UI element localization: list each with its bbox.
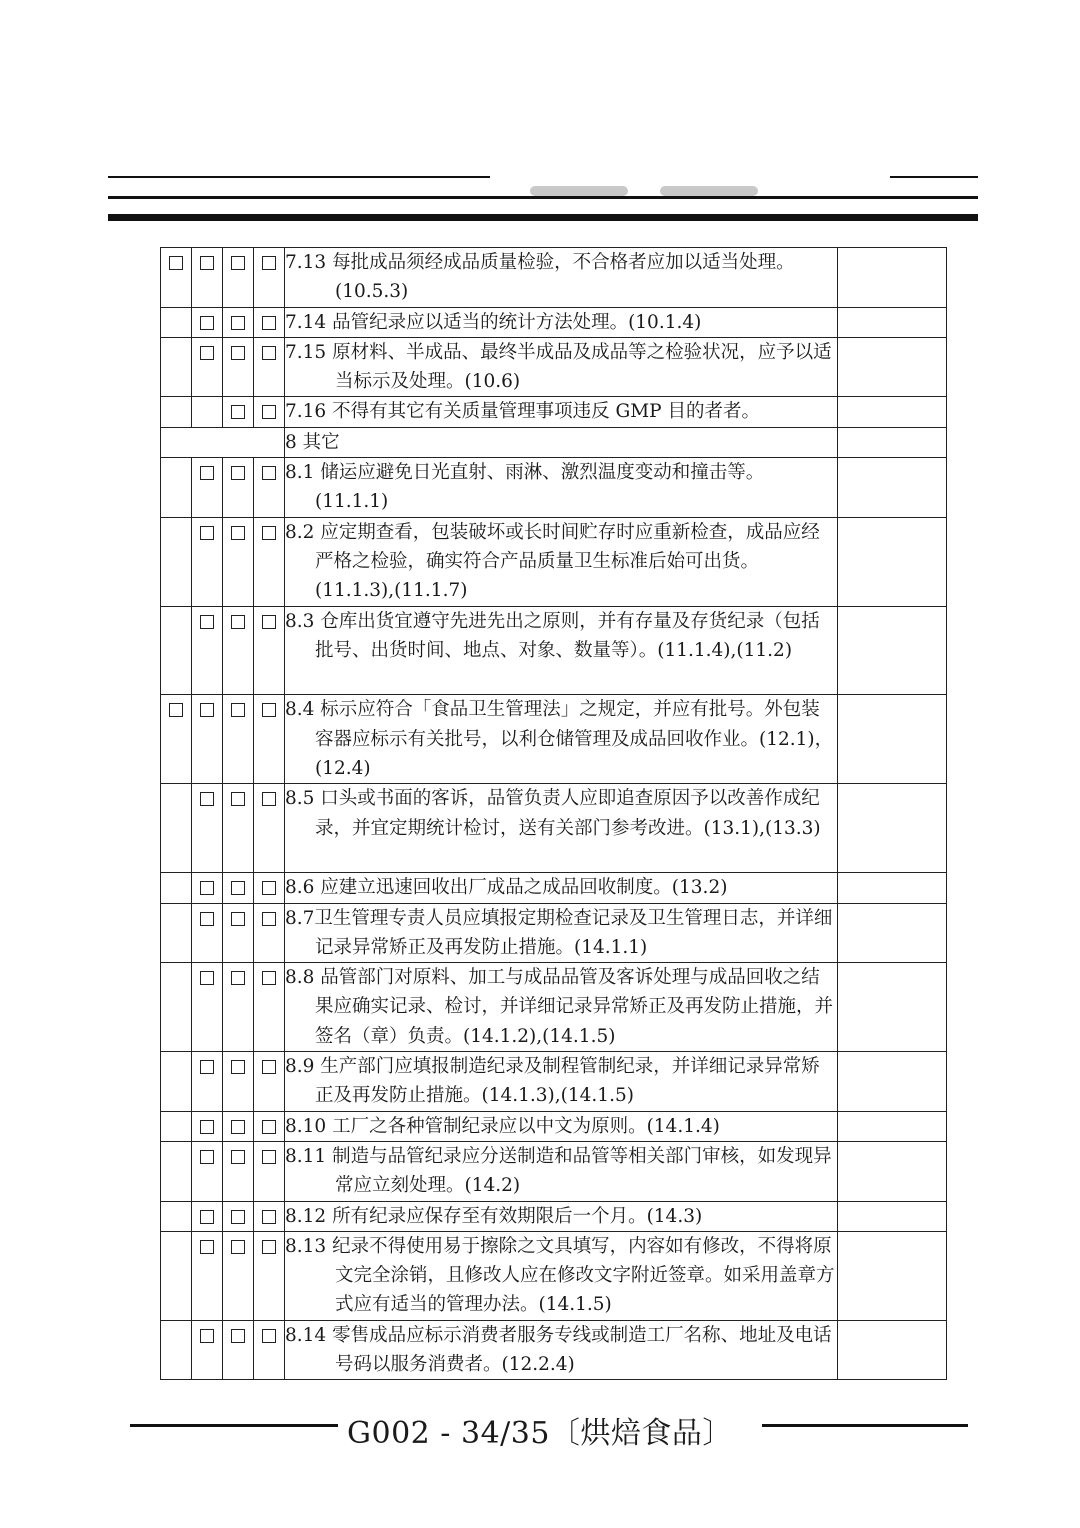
remarks-cell (838, 458, 947, 518)
item-text: 8.10 工厂之各种管制纪录应以中文为原则。(14.1.4) (285, 1111, 838, 1141)
header-smudge (530, 186, 628, 196)
checklist-row (161, 873, 947, 903)
remarks-cell (838, 1111, 947, 1141)
checkbox-cell (192, 1111, 223, 1141)
checkbox-square[interactable] (169, 703, 183, 717)
checkbox-cell (254, 337, 285, 397)
item-text: 8.13 纪录不得使用易于擦除之文具填写，内容如有修改，不得将原文完全涂销，且修改人应在修改文字附近签章。如采用盖章方式应有适当的管理办法。(14.1.5) (285, 1231, 838, 1320)
checkbox-cell (161, 1320, 192, 1380)
checkbox-square[interactable] (262, 346, 276, 360)
checkbox-square[interactable] (200, 1120, 214, 1134)
checkbox-cell (254, 903, 285, 963)
checkbox-square[interactable] (262, 912, 276, 926)
checkbox-cell (254, 248, 285, 308)
remarks-cell (838, 1320, 947, 1380)
item-text: 8.11 制造与品管纪录应分送制造和品管等相关部门审核，如发现异常应立刻处理。(14.2) (285, 1141, 838, 1201)
checkbox-square[interactable] (262, 1150, 276, 1164)
checkbox-cell (254, 397, 285, 427)
checkbox-cell (223, 1320, 254, 1380)
checkbox-cell (192, 517, 223, 606)
remarks-cell (838, 1231, 947, 1320)
checkbox-square[interactable] (231, 1150, 245, 1164)
item-text: 7.16 不得有其它有关质量管理事项违反 GMP 目的者者。 (285, 397, 838, 427)
checklist-row (161, 1141, 947, 1201)
checkbox-cell (192, 606, 223, 695)
checkbox-cell (223, 1141, 254, 1201)
checklist-row (161, 1052, 947, 1112)
header-rule-thin-right (890, 176, 978, 178)
remarks-cell (838, 606, 947, 695)
checkbox-square[interactable] (262, 256, 276, 270)
checkbox-square[interactable] (262, 466, 276, 480)
checkbox-square[interactable] (262, 1240, 276, 1254)
checkbox-square[interactable] (262, 1210, 276, 1224)
checkbox-cell (192, 963, 223, 1052)
checkbox-cell (161, 307, 192, 337)
item-text: 7.15 原材料、半成品、最终半成品及成品等之检验状况，应予以适当标示及处理。(10.6) (285, 337, 838, 397)
checkbox-square[interactable] (262, 881, 276, 895)
checkbox-square[interactable] (231, 912, 245, 926)
checkbox-cell (192, 1052, 223, 1112)
checkbox-cell (254, 784, 285, 873)
checkbox-cell (223, 1231, 254, 1320)
checkbox-square[interactable] (231, 1210, 245, 1224)
header-rule-thin-left (108, 176, 490, 178)
checkbox-cell (254, 307, 285, 337)
checkbox-cell (223, 1052, 254, 1112)
remarks-cell (838, 337, 947, 397)
checkbox-square[interactable] (262, 792, 276, 806)
checkbox-cell (161, 1111, 192, 1141)
remarks-cell (838, 248, 947, 308)
remarks-cell (838, 784, 947, 873)
checkbox-square[interactable] (231, 792, 245, 806)
checkbox-cell (254, 1201, 285, 1231)
checkbox-square[interactable] (200, 912, 214, 926)
checkbox-square[interactable] (200, 703, 214, 717)
remarks-cell (838, 427, 947, 457)
checkbox-cell (192, 873, 223, 903)
checkbox-cell (192, 397, 223, 427)
remarks-cell (838, 903, 947, 963)
checkbox-cell (223, 963, 254, 1052)
checklist-row (161, 1231, 947, 1320)
checkbox-cell (192, 458, 223, 518)
checkbox-square[interactable] (231, 346, 245, 360)
page-footer: G002 - 34/35〔烘焙食品〕 (347, 1416, 733, 1451)
remarks-cell (838, 397, 947, 427)
item-text: 7.13 每批成品须经成品质量检验，不合格者应加以适当处理。(10.5.3) (285, 248, 838, 308)
checkbox-cell (161, 517, 192, 606)
checkbox-cell (161, 458, 192, 518)
checkbox-cell (192, 1320, 223, 1380)
checkbox-cell (223, 1201, 254, 1231)
section-title: 8 其它 (285, 427, 838, 457)
checkbox-cell (192, 784, 223, 873)
checkbox-square[interactable] (262, 405, 276, 419)
checklist-row (161, 606, 947, 695)
checkbox-square[interactable] (200, 1240, 214, 1254)
checkbox-cell (161, 695, 192, 784)
remarks-cell (838, 517, 947, 606)
checkbox-cell (192, 337, 223, 397)
checklist-row (161, 458, 947, 518)
checklist-row (161, 397, 947, 427)
checkbox-cell (192, 695, 223, 784)
checkbox-square[interactable] (231, 526, 245, 540)
checkbox-square[interactable] (200, 881, 214, 895)
checkbox-square[interactable] (200, 1329, 214, 1343)
checkbox-square[interactable] (200, 256, 214, 270)
checkbox-cell (161, 248, 192, 308)
remarks-cell (838, 1141, 947, 1201)
checkbox-cell (161, 873, 192, 903)
checkbox-cell (161, 903, 192, 963)
checkbox-square[interactable] (231, 466, 245, 480)
checklist-row (161, 517, 947, 606)
checkbox-cell (254, 963, 285, 1052)
checkbox-cell (223, 695, 254, 784)
checkbox-square[interactable] (262, 1060, 276, 1074)
checkbox-square[interactable] (200, 526, 214, 540)
checkbox-cell (254, 873, 285, 903)
header-rule-mid (108, 196, 978, 199)
checkbox-cell (254, 606, 285, 695)
checkbox-cell (223, 606, 254, 695)
item-text: 8.6 应建立迅速回收出厂成品之成品回收制度。(13.2) (285, 873, 838, 903)
checkbox-square[interactable] (200, 792, 214, 806)
checklist-row (161, 784, 947, 873)
checkbox-cell (254, 1052, 285, 1112)
checklist-row (161, 337, 947, 397)
checkbox-square[interactable] (262, 971, 276, 985)
checklist-rows (161, 248, 947, 1380)
checkbox-cell (254, 695, 285, 784)
checkbox-cell (161, 963, 192, 1052)
checkbox-cell (161, 1231, 192, 1320)
remarks-cell (838, 873, 947, 903)
section-blank-cell (161, 427, 285, 457)
checkbox-square[interactable] (231, 971, 245, 985)
checklist-table (160, 247, 947, 1380)
checkbox-square[interactable] (200, 466, 214, 480)
checkbox-square[interactable] (231, 316, 245, 330)
section-row (161, 427, 947, 457)
checkbox-square[interactable] (262, 316, 276, 330)
checkbox-square[interactable] (200, 971, 214, 985)
remarks-cell (838, 963, 947, 1052)
checkbox-cell (192, 1141, 223, 1201)
checkbox-cell (223, 873, 254, 903)
item-text: 8.3 仓库出货宜遵守先进先出之原则，并有存量及存货纪录（包括批号、出货时间、地点、对象、数量等）。(11.1.4),(11.2) (285, 606, 838, 695)
checkbox-square[interactable] (231, 256, 245, 270)
checkbox-cell (223, 1111, 254, 1141)
checkbox-cell (223, 337, 254, 397)
checkbox-cell (254, 1141, 285, 1201)
checkbox-square[interactable] (262, 703, 276, 717)
item-text: 8.9 生产部门应填报制造纪录及制程管制纪录，并详细记录异常矫正及再发防止措施。(14.1.3),(14.1.5) (285, 1052, 838, 1112)
checkbox-cell (223, 307, 254, 337)
checkbox-cell (192, 1231, 223, 1320)
checklist-row (161, 695, 947, 784)
checkbox-cell (254, 1111, 285, 1141)
checklist-row (161, 903, 947, 963)
checkbox-cell (161, 1052, 192, 1112)
remarks-cell (838, 307, 947, 337)
item-text: 8.4 标示应符合「食品卫生管理法」之规定，并应有批号。外包装容器应标示有关批号，以利仓储管理及成品回收作业。(12.1)，(12.4) (285, 695, 838, 784)
checkbox-cell (161, 397, 192, 427)
checkbox-square[interactable] (200, 1060, 214, 1074)
item-text: 8.2 应定期查看，包装破坏或长时间贮存时应重新检查，成品应经严格之检验，确实符合产品质量卫生标准后始可出货。(11.1.3),(11.1.7) (285, 517, 838, 606)
checkbox-cell (192, 248, 223, 308)
item-text: 7.14 品管纪录应以适当的统计方法处理。(10.1.4) (285, 307, 838, 337)
item-text: 8.7卫生管理专责人员应填报定期检查记录及卫生管理日志，并详细记录异常矫正及再发防止措施。(14.1.1) (285, 903, 838, 963)
checkbox-cell (223, 784, 254, 873)
item-text: 8.12 所有纪录应保存至有效期限后一个月。(14.3) (285, 1201, 838, 1231)
checkbox-square[interactable] (231, 703, 245, 717)
checkbox-cell (161, 1141, 192, 1201)
remarks-cell (838, 1201, 947, 1231)
checkbox-square[interactable] (231, 881, 245, 895)
checklist-row (161, 1111, 947, 1141)
checkbox-square[interactable] (200, 316, 214, 330)
checkbox-cell (223, 248, 254, 308)
checkbox-cell (254, 1231, 285, 1320)
checkbox-square[interactable] (262, 1329, 276, 1343)
item-text: 8.8 品管部门对原料、加工与成品品管及客诉处理与成品回收之结果应确实记录、检讨，并详细记录异常矫正及再发防止措施，并签名（章）负责。(14.1.2),(14.1.5) (285, 963, 838, 1052)
item-text: 8.14 零售成品应标示消费者服务专线或制造工厂名称、地址及电话号码以服务消费者。(12.2.4) (285, 1320, 838, 1380)
checkbox-square[interactable] (200, 346, 214, 360)
checklist-row (161, 963, 947, 1052)
checkbox-cell (192, 903, 223, 963)
checkbox-square[interactable] (200, 615, 214, 629)
checkbox-square[interactable] (231, 615, 245, 629)
checkbox-cell (254, 458, 285, 518)
checkbox-square[interactable] (231, 1329, 245, 1343)
checkbox-square[interactable] (231, 1060, 245, 1074)
checkbox-cell (223, 458, 254, 518)
checkbox-cell (192, 1201, 223, 1231)
checkbox-square[interactable] (231, 405, 245, 419)
remarks-cell (838, 695, 947, 784)
remarks-cell (838, 1052, 947, 1112)
checkbox-square[interactable] (200, 1150, 214, 1164)
item-text: 8.1 储运应避免日光直射、雨淋、激烈温度变动和撞击等。(11.1.1) (285, 458, 838, 518)
checkbox-cell (223, 517, 254, 606)
checkbox-cell (161, 784, 192, 873)
checklist-row (161, 307, 947, 337)
checklist-row (161, 248, 947, 308)
checkbox-cell (223, 903, 254, 963)
checkbox-square[interactable] (231, 1240, 245, 1254)
item-text: 8.5 口头或书面的客诉，品管负责人应即追查原因予以改善作成纪录，并宜定期统计检讨，送有关部门参考改进。(13.1),(13.3) (285, 784, 838, 873)
checkbox-square[interactable] (262, 526, 276, 540)
checklist-row (161, 1320, 947, 1380)
checkbox-cell (161, 1201, 192, 1231)
checkbox-square[interactable] (262, 615, 276, 629)
checkbox-square[interactable] (169, 256, 183, 270)
footer-rule-right (762, 1424, 968, 1427)
checkbox-cell (192, 307, 223, 337)
checklist-row (161, 1201, 947, 1231)
checkbox-cell (223, 397, 254, 427)
checkbox-square[interactable] (200, 1210, 214, 1224)
checkbox-cell (254, 517, 285, 606)
checkbox-square[interactable] (262, 1120, 276, 1134)
checkbox-cell (254, 1320, 285, 1380)
checkbox-cell (161, 606, 192, 695)
checkbox-cell (161, 337, 192, 397)
checkbox-square[interactable] (231, 1120, 245, 1134)
header-rule-thick (108, 214, 978, 221)
header-smudge (660, 186, 758, 196)
